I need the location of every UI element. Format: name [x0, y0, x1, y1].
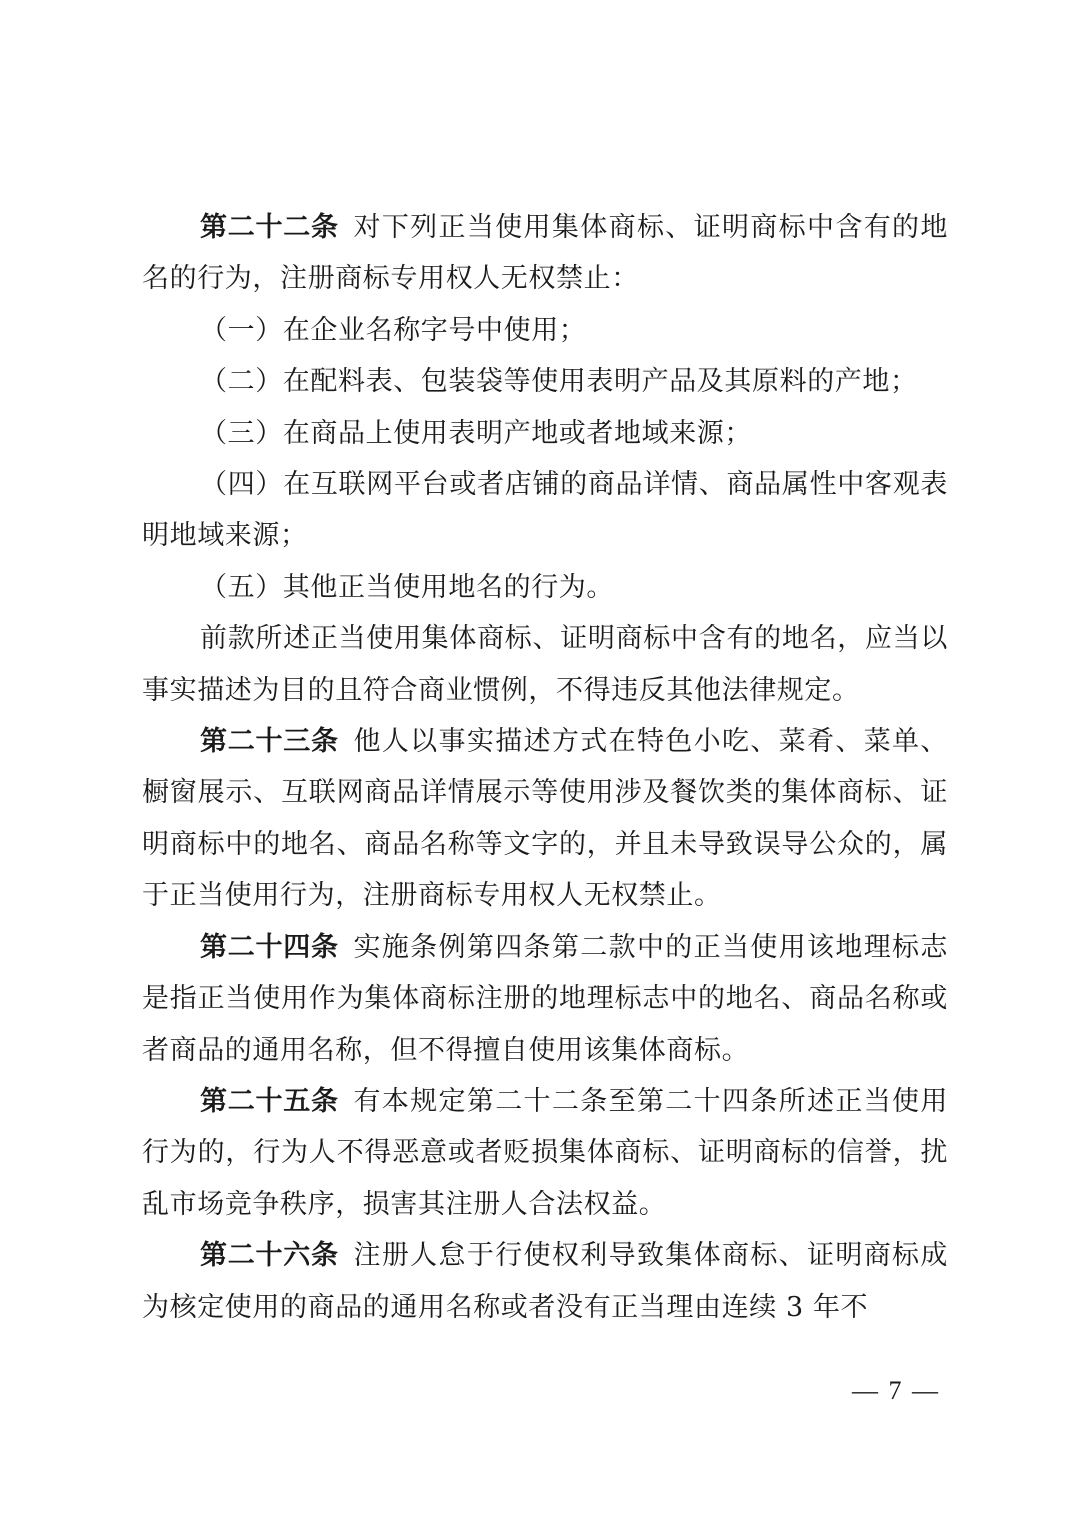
page-number: — 7 — [852, 1376, 940, 1405]
list-item: （五）其他正当使用地名的行为。 [200, 571, 614, 603]
article-text: 对下列正当使用集体商标、证明商标中含有的地名的行为，注册商标专用权人无权禁止： [142, 212, 948, 295]
list-item: （四）在互联网平台或者店铺的商品详情、商品属性中客观表明地域来源； [142, 469, 948, 552]
article-title: 第二十三条 [200, 726, 339, 758]
article-23 [142, 716, 948, 922]
article-26 [142, 1230, 948, 1333]
article-text: 注册人怠于行使权利导致集体商标、证明商标成为核定使用的商品的通用名称或者没有正当理由连续 3 年不 [142, 1240, 948, 1323]
article-24 [142, 922, 948, 1076]
article-text: 有本规定第二十二条至第二十四条所述正当使用行为的，行为人不得恶意或者贬损集体商标、证明商标的信誉，扰乱市场竞争秩序，损害其注册人合法权益。 [142, 1085, 948, 1220]
list-item: （三）在商品上使用表明产地或者地域来源； [200, 417, 752, 449]
article-text: 他人以事实描述方式在特色小吃、菜肴、菜单、橱窗展示、互联网商品详情展示等使用涉及餐饮类的集体商标、证明商标中的地名、商品名称等文字的，并且未导致误导公众的，属于正当使用行为，注册商标专用权人无权禁止。 [142, 726, 948, 912]
list-item: （二）在配料表、包装袋等使用表明产品及其原料的产地； [200, 366, 918, 398]
article-22-follow-paragraph: 前款所述正当使用集体商标、证明商标中含有的地名，应当以事实描述为目的且符合商业惯例，不得违反其他法律规定。 [142, 623, 948, 706]
article-title: 第二十五条 [200, 1085, 339, 1117]
document-body [142, 202, 948, 1333]
article-title: 第二十二条 [200, 212, 339, 243]
article-title: 第二十六条 [200, 1240, 339, 1272]
list-item: （一）在企业名称字号中使用； [200, 314, 587, 346]
article-title: 第二十四条 [200, 931, 339, 963]
article-25 [142, 1076, 948, 1230]
article-22 [142, 202, 948, 305]
article-text: 实施条例第四条第二款中的正当使用该地理标志是指正当使用作为集体商标注册的地理标志中的地名、商品名称或者商品的通用名称，但不得擅自使用该集体商标。 [142, 931, 948, 1066]
